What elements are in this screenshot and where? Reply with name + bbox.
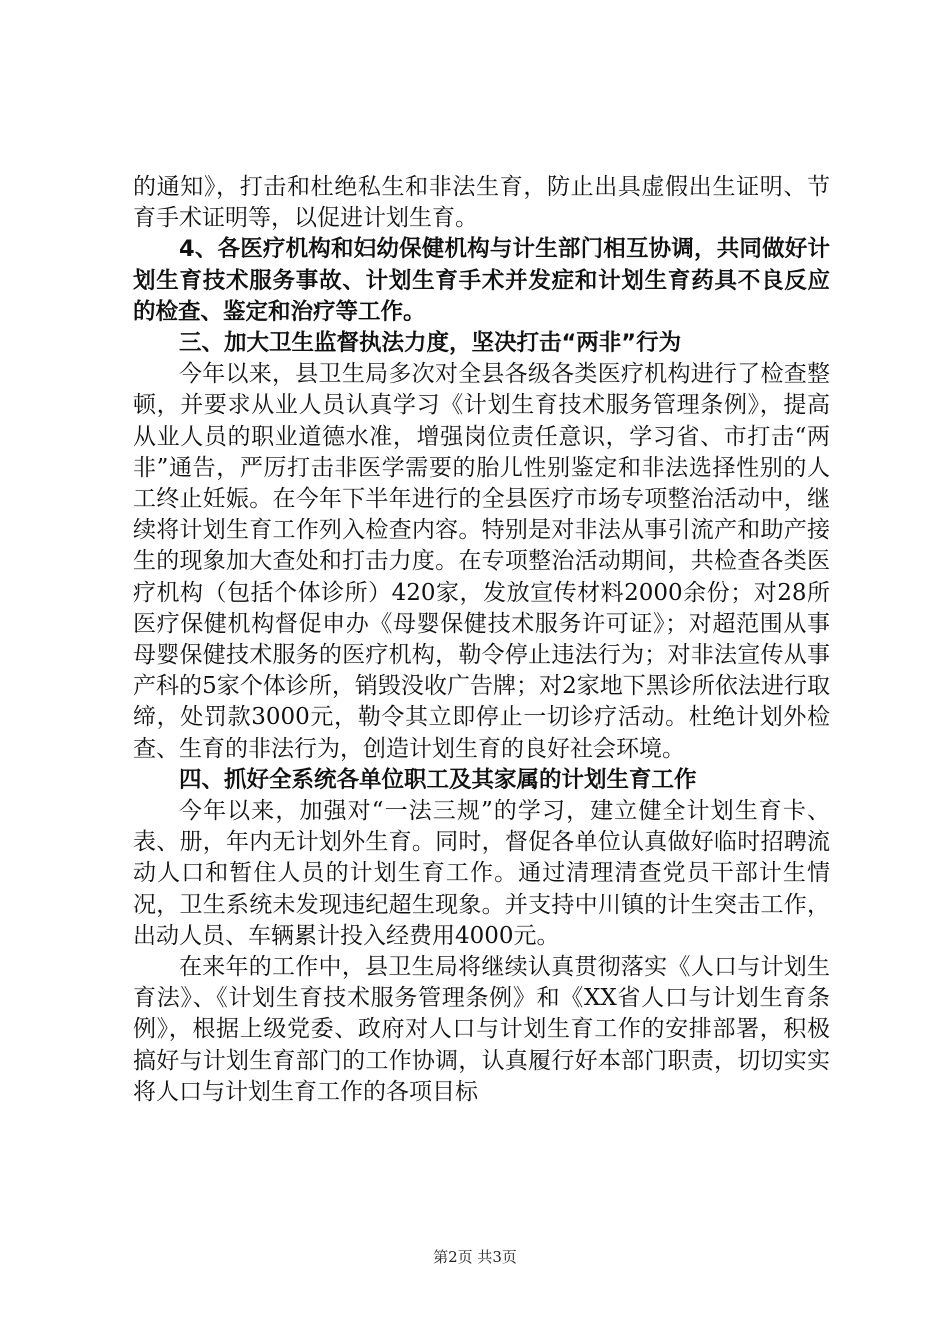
document-body — [133, 172, 830, 1108]
section-heading-4: 四、抓好全系统各单位职工及其家属的计划生育工作 — [179, 766, 697, 793]
section-heading-3: 三、加大卫生监督执法力度，坚决打击“两非”行为 — [179, 330, 682, 357]
paragraph-outlook: 在来年的工作中，县卫生局将继续认真贯彻落实《人口与计划生育法》、《计划生育技术服务管理条例》和《XX省人口与计划生育条例》，根据上级党委、政府对人口与计划生育工作的安排部署，积极搞好与计划生育部门的工作协调，认真履行好本部门职责，切切实实将人口与计划生育工作的各项目标 — [133, 954, 830, 1105]
paragraph-continuation: 的通知》，打击和杜绝私生和非法生育，防止出具虚假出生证明、节育手术证明等，以促进计划生育。 — [133, 174, 830, 232]
paragraph-section-4: 今年以来，加强对“一法三规”的学习，建立健全计划生育卡、表、册，年内无计划外生育。同时，督促各单位认真做好临时招聘流动人口和暂住人员的计划生育工作。通过清理清查党员干部计生情况，卫生系统未发现违纪超生现象。并支持中川镇的计生突击工作，出动人员、车辆累计投入经费用4000元。 — [133, 798, 830, 949]
page-footer: 第2页 共3页 — [433, 1248, 517, 1266]
paragraph-section-3: 今年以来，县卫生局多次对全县各级各类医疗机构进行了检查整顿，并要求从业人员认真学习《计划生育技术服务管理条例》，提高从业人员的职业道德水准，增强岗位责任意识，学习省、市打击“两非”通告，严厉打击非医学需要的胎儿性别鉴定和非法选择性别的人工终止妊娠。在今年下半年进行的全县医疗市场专项整治活动中，继续将计划生育工作列入检查内容。特别是对非法从事引流产和助产接生的现象加大查处和打击力度。在专项整治活动期间，共检查各类医疗机构（包括个体诊所）420家，发放宣传材料2000余份；对28所医疗保健机构督促申办《母婴保健技术服务许可证》；对超范围从事母婴保健技术服务的医疗机构，勒令停止违法行为；对非法宣传从事产科的5家个体诊所，销毁没收广告牌；对2家地下黑诊所依法进行取缔，处罚款3000元，勒令其立即停止一切诊疗活动。杜绝计划外检查、生育的非法行为，创造计划生育的良好社会环境。 — [133, 361, 830, 762]
paragraph-item-4: 4、各医疗机构和妇幼保健机构与计生部门相互协调，共同做好计划生育技术服务事故、计划生育手术并发症和计划生育药具不良反应的检查、鉴定和治疗等工作。 — [133, 236, 830, 325]
